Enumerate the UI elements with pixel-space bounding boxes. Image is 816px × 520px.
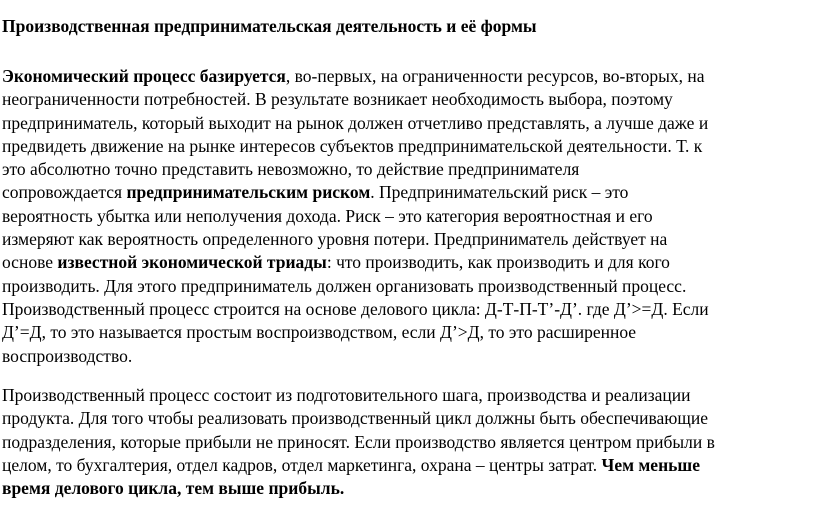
text-line: производить. Для этого предприниматель должен организовать производственный процесс. <box>2 275 687 296</box>
text-line: вероятность убытка или неполучения дохода. Риск – это категория вероятностная и его <box>2 205 653 226</box>
text-line: воспроизводство. <box>2 345 133 366</box>
text-line: предприниматель, который выходит на рынок должен отчетливо представлять, а лучше даже и <box>2 112 709 133</box>
line-text: : что производить, как производить и для кого <box>326 252 670 273</box>
text-line <box>2 181 814 204</box>
bold-phrase: известной экономической триады <box>57 252 327 273</box>
line-text: . Предпринимательский риск – это <box>370 182 629 203</box>
text-line: неограниченности потребностей. В результате возникает необходимость выбора, поэтому <box>2 89 673 110</box>
paragraph-production-process <box>2 384 814 500</box>
text-line: подразделения, которые прибыли не приносят. Если производство является центром прибыли в <box>2 431 715 452</box>
bold-phrase: Экономический процесс базируется <box>2 66 286 86</box>
text-line <box>2 65 814 88</box>
document-title: Производственная предпринимательская деятельность и её формы <box>2 16 537 36</box>
text-line: измеряют как вероятность определенного уровня потери. Предприниматель действует на <box>2 229 668 250</box>
text-line: Производственный процесс состоит из подготовительного шага, производства и реализации <box>2 385 691 405</box>
text-line: время делового цикла, тем выше прибыль. <box>2 478 345 499</box>
text-line <box>2 251 814 274</box>
bold-phrase: предпринимательским риском <box>126 182 371 203</box>
line-text: целом, то бухгалтерия, отдел кадров, отдел маркетинга, охрана – центры затрат. <box>2 454 602 475</box>
line-text: сопровождается <box>2 182 127 203</box>
text-line: Производственный процесс строится на основе делового цикла: Д-Т-П-Т’-Д’. где Д’>=Д. Если <box>2 298 709 319</box>
line-text: , во-первых, на ограниченности ресурсов, во-вторых, на <box>285 66 705 86</box>
bold-phrase: Чем меньше <box>601 454 700 475</box>
text-line: это абсолютно точно представить невозможно, то действие предпринимателя <box>2 159 580 180</box>
text-line: предвидеть движение на рынке интересов субъектов предпринимательской деятельности. Т. к <box>2 135 703 156</box>
text-line: Д’=Д, то это называется простым воспроизводством, если Д’>Д, то это расширенное <box>2 322 637 343</box>
text-line <box>2 454 814 477</box>
line-text: основе <box>2 252 58 273</box>
paragraph-economic-process <box>2 65 814 368</box>
text-line: продукта. Для того чтобы реализовать производственный цикл должны быть обеспечивающие <box>2 408 708 429</box>
